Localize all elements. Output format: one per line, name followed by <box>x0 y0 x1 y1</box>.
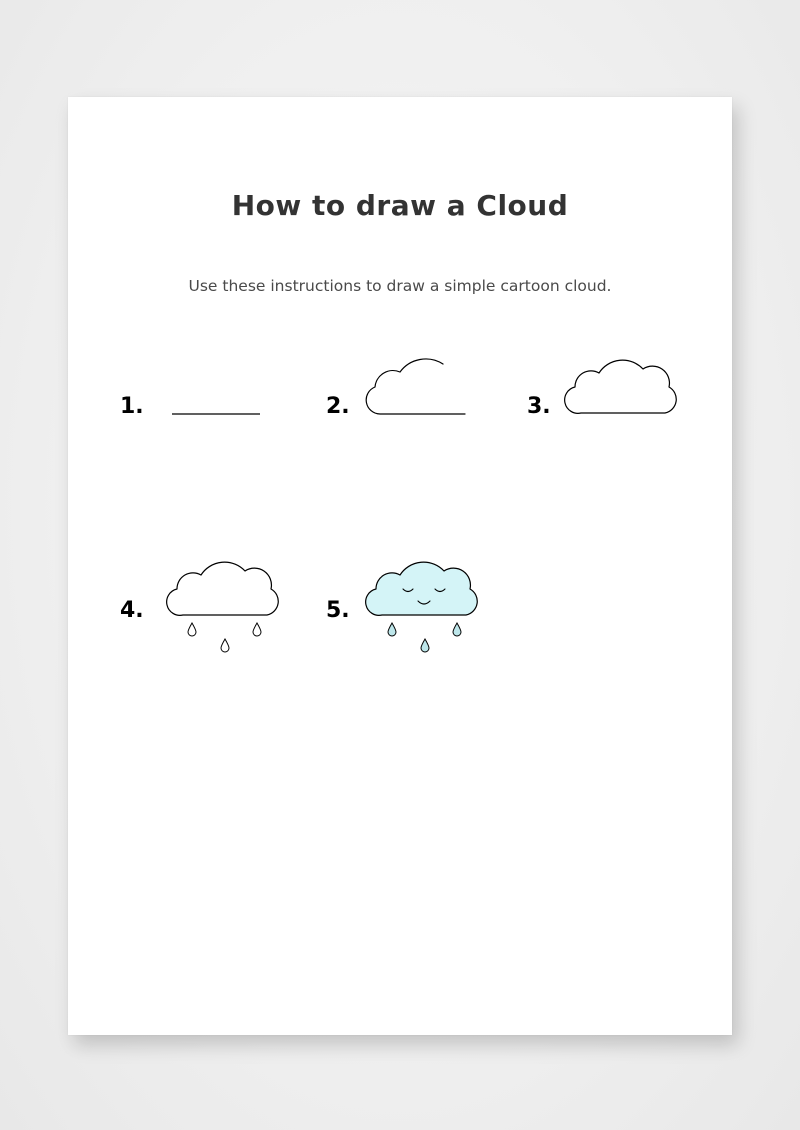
worksheet-subtitle: Use these instructions to draw a simple cartoon cloud. <box>188 277 612 295</box>
raindrop-left <box>388 623 396 636</box>
step-4-number: 4. <box>120 598 144 623</box>
raindrop-middle <box>421 639 429 652</box>
raindrop-left <box>188 623 196 636</box>
step-1-baseline-drawing <box>168 403 268 423</box>
step-3-number: 3. <box>527 394 551 419</box>
raindrop-right <box>253 623 261 636</box>
raindrop-right <box>453 623 461 636</box>
cloud-filled <box>366 562 478 615</box>
raindrop-middle <box>221 639 229 652</box>
step-2-partial-cloud-drawing <box>360 347 470 422</box>
worksheet-title: How to draw a Cloud <box>231 189 569 222</box>
step-1-number: 1. <box>120 394 144 419</box>
worksheet-paper <box>68 97 732 1035</box>
cloud-outline <box>167 562 279 615</box>
step-3-cloud-outline-drawing <box>561 345 686 420</box>
step-5-colored-cloud-drawing <box>362 547 487 662</box>
step-2-number: 2. <box>326 394 350 419</box>
step-5-number: 5. <box>326 598 350 623</box>
step-4-cloud-with-raindrops-drawing <box>163 547 288 662</box>
